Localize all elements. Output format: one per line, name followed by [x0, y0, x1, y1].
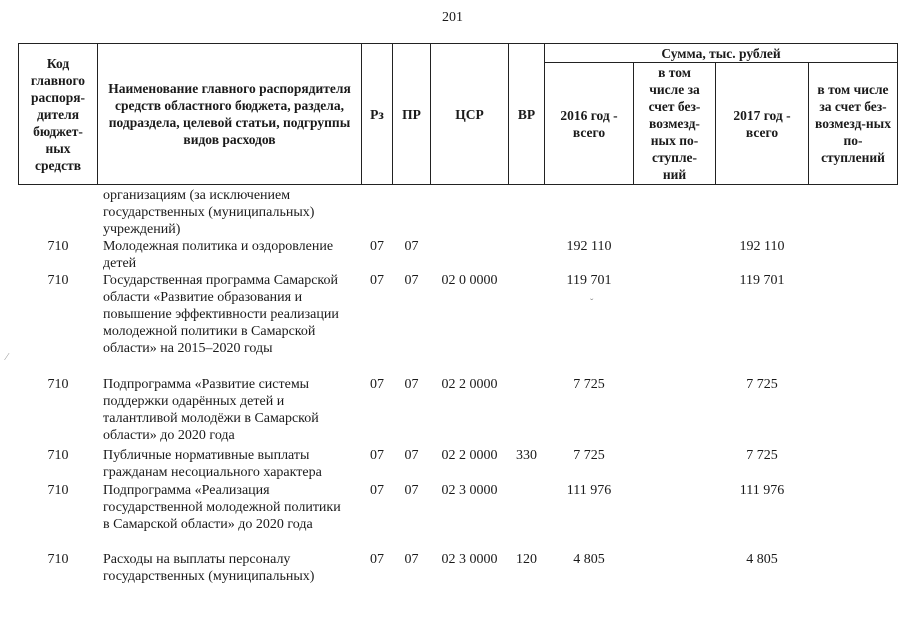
row-rz: 07 [370, 483, 384, 498]
row-pr: 07 [404, 273, 419, 288]
row-code: 710 [47, 552, 69, 567]
header-vr [509, 44, 544, 184]
row-2017-total: 7 725 [746, 377, 778, 392]
row-rz: 07 [370, 377, 384, 392]
row-code: 710 [47, 483, 69, 498]
row-vr: 330 [516, 448, 537, 463]
header-2017-total-text: 2017 год - всего [733, 107, 791, 140]
row-2017-total: 192 110 [739, 239, 785, 254]
header-2017-free-text: в том числе за счет без-возмезд-ных по-ступлений [815, 82, 891, 165]
row-name: Молодежная политика и оздоровление детей [103, 239, 334, 271]
header-2016-free-text: в том числе за счет без-возмезд-ных по-ступле-ний [648, 65, 701, 182]
row-code: 710 [47, 239, 69, 254]
row-name: Государственная программа Самарской области «Развитие образования и повышение эффективности реализации молодежной политики в Самарской области» на 2015–2020 годы [103, 273, 339, 356]
header-name-text: Наименование главного распорядителя средств областного бюджета, раздела, подраздела, целевой статьи, подгруппы видов расходов [108, 81, 351, 147]
row-2017-total: 119 701 [739, 273, 785, 288]
header-code [19, 44, 97, 184]
row-pr: 07 [404, 552, 419, 567]
row-name: Расходы на выплаты персоналу государственных (муниципальных) [103, 552, 315, 584]
row-pr: 07 [404, 483, 419, 498]
row-code: 710 [47, 273, 69, 288]
header-col-divider [897, 43, 898, 185]
row-2016-total: 111 976 [566, 483, 612, 498]
row-csr: 02 2 0000 [441, 377, 498, 392]
header-vr-text: ВР [517, 106, 536, 122]
header-2017-free [809, 63, 897, 184]
header-pr-text: ПР [402, 106, 421, 122]
page-number: 201 [442, 10, 463, 25]
row-csr: 02 0 0000 [441, 273, 498, 288]
row-rz: 07 [370, 448, 384, 463]
header-2017-total [716, 63, 808, 184]
scan-speck: ⁄ [6, 352, 8, 363]
row-2016-total: 7 725 [573, 448, 605, 463]
header-2016-free [634, 63, 715, 184]
row-rz: 07 [370, 239, 384, 254]
row-2016-total: 119 701 [566, 273, 612, 288]
row-vr: 120 [516, 552, 537, 567]
row-rz: 07 [370, 273, 384, 288]
row-csr: 02 2 0000 [441, 448, 498, 463]
header-csr-text: ЦСР [455, 106, 484, 122]
row-name: Подпрограмма «Реализация государственной молодежной политики в Самарской области» до 2020 года [103, 483, 341, 532]
header-2016-total [545, 63, 633, 184]
header-sum-group [545, 44, 897, 62]
row-2016-total: 4 805 [573, 552, 605, 567]
header-2016-total-text: 2016 год - всего [560, 107, 618, 140]
row-rz: 07 [370, 552, 384, 567]
header-pr [393, 44, 430, 184]
scan-speck: ˇ [590, 298, 594, 309]
row-csr: 02 3 0000 [441, 483, 498, 498]
header-sum-group-text: Сумма, тыс. рублей [661, 45, 781, 61]
row-pr: 07 [404, 377, 419, 392]
row-code: 710 [47, 377, 69, 392]
row-name: организациям (за исключением государственных (муниципальных) учреждений) [103, 188, 315, 237]
row-2016-total: 192 110 [566, 239, 612, 254]
row-pr: 07 [404, 239, 419, 254]
row-name: Подпрограмма «Развитие системы поддержки одарённых детей и талантливой молодёжи в Самарской области» до 2020 года [103, 377, 319, 443]
row-name: Публичные нормативные выплаты гражданам несоциального характера [103, 448, 322, 480]
header-csr [431, 44, 508, 184]
header-rz [362, 44, 392, 184]
header-name [98, 44, 361, 184]
header-code-text: Код главного распоря-дителя бюджет-ных средств [30, 55, 86, 173]
row-2017-total: 4 805 [746, 552, 778, 567]
header-rz-text: Рз [370, 106, 384, 122]
row-2016-total: 7 725 [573, 377, 605, 392]
row-pr: 07 [404, 448, 419, 463]
row-2017-total: 111 976 [739, 483, 785, 498]
row-csr: 02 3 0000 [441, 552, 498, 567]
row-code: 710 [47, 448, 69, 463]
header-border-bottom [18, 184, 898, 185]
row-2017-total: 7 725 [746, 448, 778, 463]
